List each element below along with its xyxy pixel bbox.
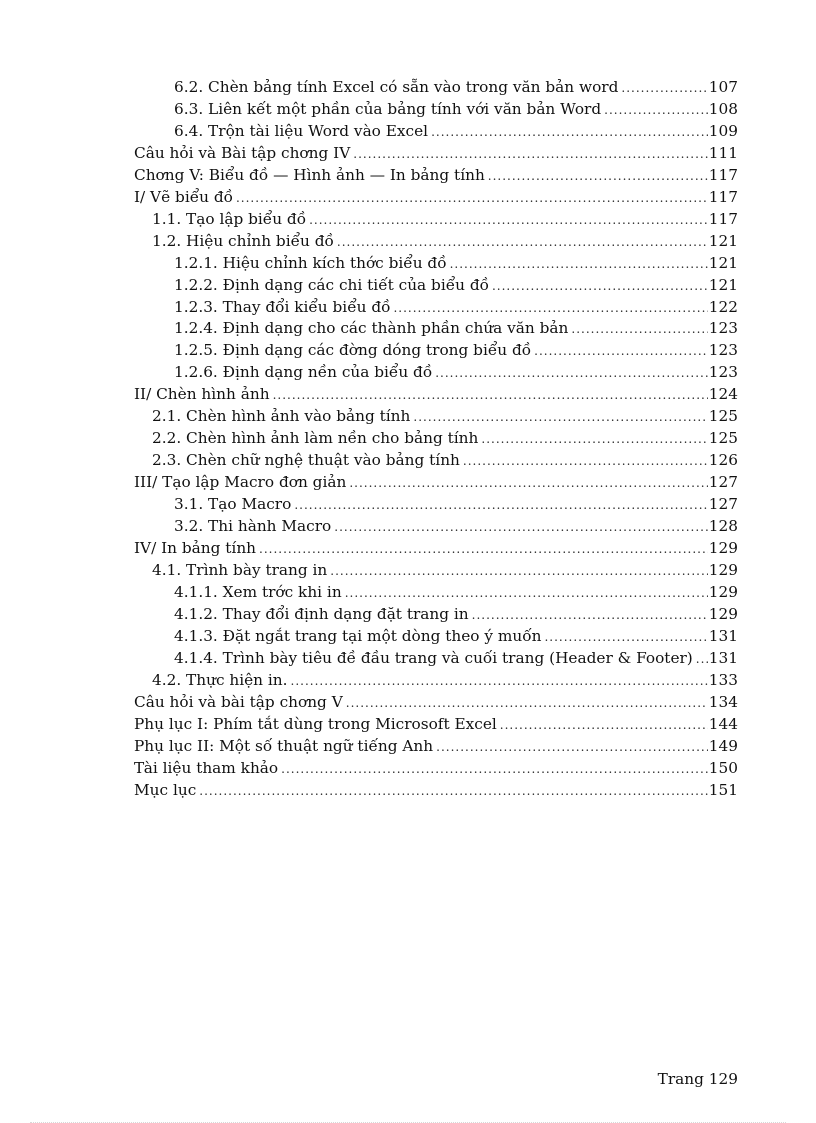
dot-leader	[273, 385, 708, 406]
toc-entry-title: Câu hỏi và bài tập chơng V	[134, 692, 343, 711]
toc-entry-title: 6.3. Liên kết một phần của bảng tính với văn bản Word	[174, 99, 602, 118]
dot-leader	[259, 539, 708, 560]
toc-entry-page-number: 121	[708, 231, 738, 250]
toc-entry-title: 2.3. Chèn chữ nghệ thuật vào bảng tính	[152, 451, 460, 470]
toc-entry-page-number: 121	[708, 275, 738, 294]
toc-entry[interactable]	[134, 77, 738, 99]
toc-entry-title: 4.1. Trình bày trang in	[152, 560, 328, 579]
toc-entry[interactable]	[134, 538, 738, 560]
toc-entry-title: 2.1. Chèn hình ảnh vào bảng tính	[152, 407, 411, 426]
dot-leader	[291, 671, 708, 692]
toc-entry-page-number: 111	[708, 143, 738, 162]
toc-entry-page-number: 134	[708, 692, 738, 711]
dot-leader	[413, 407, 707, 428]
toc-entry-title: 1.2.2. Định dạng các chi tiết của biểu đồ	[174, 275, 489, 294]
toc-entry-page-number: 122	[708, 297, 738, 316]
toc-entry-title: 4.1.1. Xem trớc khi in	[174, 582, 342, 601]
toc-entry-page-number: 129	[708, 604, 738, 623]
toc-entry-title: III/ Tạo lập Macro đơn giản	[134, 473, 347, 492]
toc-entry-title: 1.1. Tạo lập biểu đồ	[152, 209, 307, 228]
toc-entry-title: Phụ lục II: Một số thuật ngữ tiếng Anh	[134, 736, 434, 755]
toc-entry-title: 1.2.3. Thay đổi kiểu biểu đồ	[174, 297, 391, 316]
toc-entry[interactable]	[134, 428, 738, 450]
toc-entry-page-number: 125	[708, 407, 738, 426]
toc-entry-title: 1.2.4. Định dạng cho các thành phần chứa văn bản	[174, 319, 569, 338]
toc-entry-title: II/ Chèn hình ảnh	[134, 385, 270, 404]
toc-entry[interactable]	[134, 604, 738, 626]
dot-leader	[435, 363, 708, 384]
dot-leader	[236, 188, 708, 209]
toc-entry[interactable]	[134, 626, 738, 648]
toc-entry-page-number: 150	[708, 758, 738, 777]
toc-entry[interactable]	[134, 714, 738, 736]
toc-entry[interactable]	[134, 209, 738, 231]
toc-entry[interactable]	[134, 406, 738, 428]
toc-entry-title: 1.2. Hiệu chỉnh biểu đồ	[152, 231, 334, 250]
toc-entry[interactable]	[134, 736, 738, 758]
toc-entry-page-number: 121	[708, 253, 738, 272]
toc-entry[interactable]	[134, 516, 738, 538]
toc-entry[interactable]	[134, 99, 738, 121]
toc-entry-page-number: 123	[708, 319, 738, 338]
toc-entry-page-number: 129	[708, 560, 738, 579]
toc-entry-page-number: 117	[708, 209, 738, 228]
dot-leader	[472, 605, 708, 626]
toc-entry-title: 4.1.3. Đặt ngắt trang tại một dòng theo ý muốn	[174, 626, 542, 645]
toc-entry[interactable]	[134, 165, 738, 187]
toc-entry-page-number: 124	[708, 385, 738, 404]
toc-entry-title: Tài liệu tham khảo	[134, 758, 279, 777]
dot-leader	[436, 737, 708, 758]
toc-entry-page-number: 149	[708, 736, 738, 755]
dot-leader	[334, 517, 708, 538]
dot-leader	[450, 254, 708, 275]
dot-leader	[696, 649, 708, 670]
toc-entry[interactable]	[134, 494, 738, 516]
dot-leader	[345, 583, 708, 604]
toc-entry-title: I/ Vẽ biểu đồ	[134, 187, 233, 206]
toc-entry-page-number: 108	[708, 99, 738, 118]
toc-entry-page-number: 133	[708, 670, 738, 689]
toc-entry[interactable]	[134, 340, 738, 362]
toc-entry-page-number: 129	[708, 539, 738, 558]
toc-entry-page-number: 131	[708, 648, 738, 667]
dot-leader	[294, 495, 707, 516]
dot-leader	[346, 693, 708, 714]
dot-leader	[571, 319, 707, 340]
dot-leader	[199, 781, 708, 802]
toc-entry-title: Phụ lục I: Phím tắt dùng trong Microsoft Excel	[134, 714, 497, 733]
toc-entry[interactable]	[134, 362, 738, 384]
toc-entry[interactable]	[134, 275, 738, 297]
toc-entry[interactable]	[134, 384, 738, 406]
dot-leader	[544, 627, 707, 648]
dot-leader	[309, 210, 708, 231]
dot-leader	[488, 166, 708, 187]
toc-entry-title: 1.2.6. Định dạng nền của biểu đồ	[174, 363, 433, 382]
toc-entry-page-number: 109	[708, 121, 738, 140]
toc-entry-title: 3.1. Tạo Macro	[174, 495, 292, 514]
dot-leader	[337, 232, 708, 253]
toc-entry[interactable]	[134, 560, 738, 582]
toc-entry-title: 3.2. Thi hành Macro	[174, 517, 332, 536]
toc-entry[interactable]	[134, 472, 738, 494]
toc-entry[interactable]	[134, 297, 738, 319]
dot-leader	[330, 561, 708, 582]
dot-leader	[349, 473, 707, 494]
toc-entry[interactable]	[134, 187, 738, 209]
toc-entry-page-number: 127	[708, 473, 738, 492]
toc-entry-page-number: 125	[708, 429, 738, 448]
toc-entry-title: IV/ In bảng tính	[134, 539, 257, 558]
dot-leader	[281, 759, 708, 780]
dot-leader	[463, 451, 708, 472]
toc-entry[interactable]	[134, 758, 738, 780]
dot-leader	[534, 341, 708, 362]
dot-leader	[393, 298, 707, 319]
toc-entry-title: Mục lục	[134, 780, 197, 799]
toc-entry-page-number: 144	[708, 714, 738, 733]
toc-entry-page-number: 123	[708, 363, 738, 382]
page-number-footer: Trang 129	[657, 1070, 738, 1088]
toc-entry-title: 2.2. Chèn hình ảnh làm nền cho bảng tính	[152, 429, 479, 448]
toc-entry-title: 1.2.5. Định dạng các đờng dóng trong biểu đồ	[174, 341, 532, 360]
dot-leader	[431, 122, 708, 143]
toc-entry-title: 4.1.4. Trình bày tiêu đề đầu trang và cuối trang (Header & Footer)	[174, 648, 693, 667]
toc-entry-page-number: 127	[708, 495, 738, 514]
toc-entry-title: Câu hỏi và Bài tập chơng IV	[134, 143, 351, 162]
toc-entry-page-number: 128	[708, 517, 738, 536]
toc-entry-page-number: 131	[708, 626, 738, 645]
toc-entry-title: 4.1.2. Thay đổi định dạng đặt trang in	[174, 604, 469, 623]
toc-entry-title: 6.2. Chèn bảng tính Excel có sẵn vào trong văn bản word	[174, 78, 619, 96]
toc-entry[interactable]	[134, 253, 738, 275]
toc-entry[interactable]	[134, 121, 738, 143]
toc-entry-page-number: 117	[708, 165, 738, 184]
dot-leader	[353, 144, 708, 165]
toc-entry[interactable]	[134, 318, 738, 340]
dot-leader	[492, 276, 708, 297]
table-of-contents	[134, 77, 738, 801]
toc-entry-title: 1.2.1. Hiệu chỉnh kích thớc biểu đồ	[174, 253, 447, 272]
toc-entry[interactable]	[134, 780, 738, 802]
toc-entry[interactable]	[134, 450, 738, 472]
toc-entry-title: Chơng V: Biểu đồ — Hình ảnh — In bảng tính	[134, 165, 485, 184]
toc-entry-title: 6.4. Trộn tài liệu Word vào Excel	[174, 121, 429, 140]
toc-entry[interactable]	[134, 143, 738, 165]
dot-leader	[621, 78, 707, 99]
toc-entry-page-number: 123	[708, 341, 738, 360]
toc-entry[interactable]	[134, 670, 738, 692]
toc-entry[interactable]	[134, 231, 738, 253]
toc-entry[interactable]	[134, 692, 738, 714]
toc-entry-page-number: 107	[708, 78, 738, 96]
toc-entry[interactable]	[134, 582, 738, 604]
toc-entry[interactable]	[134, 648, 738, 670]
toc-entry-page-number: 117	[708, 187, 738, 206]
dot-leader	[481, 429, 707, 450]
toc-entry-title: 4.2. Thực hiện in.	[152, 670, 288, 689]
toc-entry-page-number: 126	[708, 451, 738, 470]
toc-entry-page-number: 129	[708, 582, 738, 601]
dot-leader	[604, 100, 708, 121]
toc-entry-page-number: 151	[708, 780, 738, 799]
dot-leader	[500, 715, 708, 736]
